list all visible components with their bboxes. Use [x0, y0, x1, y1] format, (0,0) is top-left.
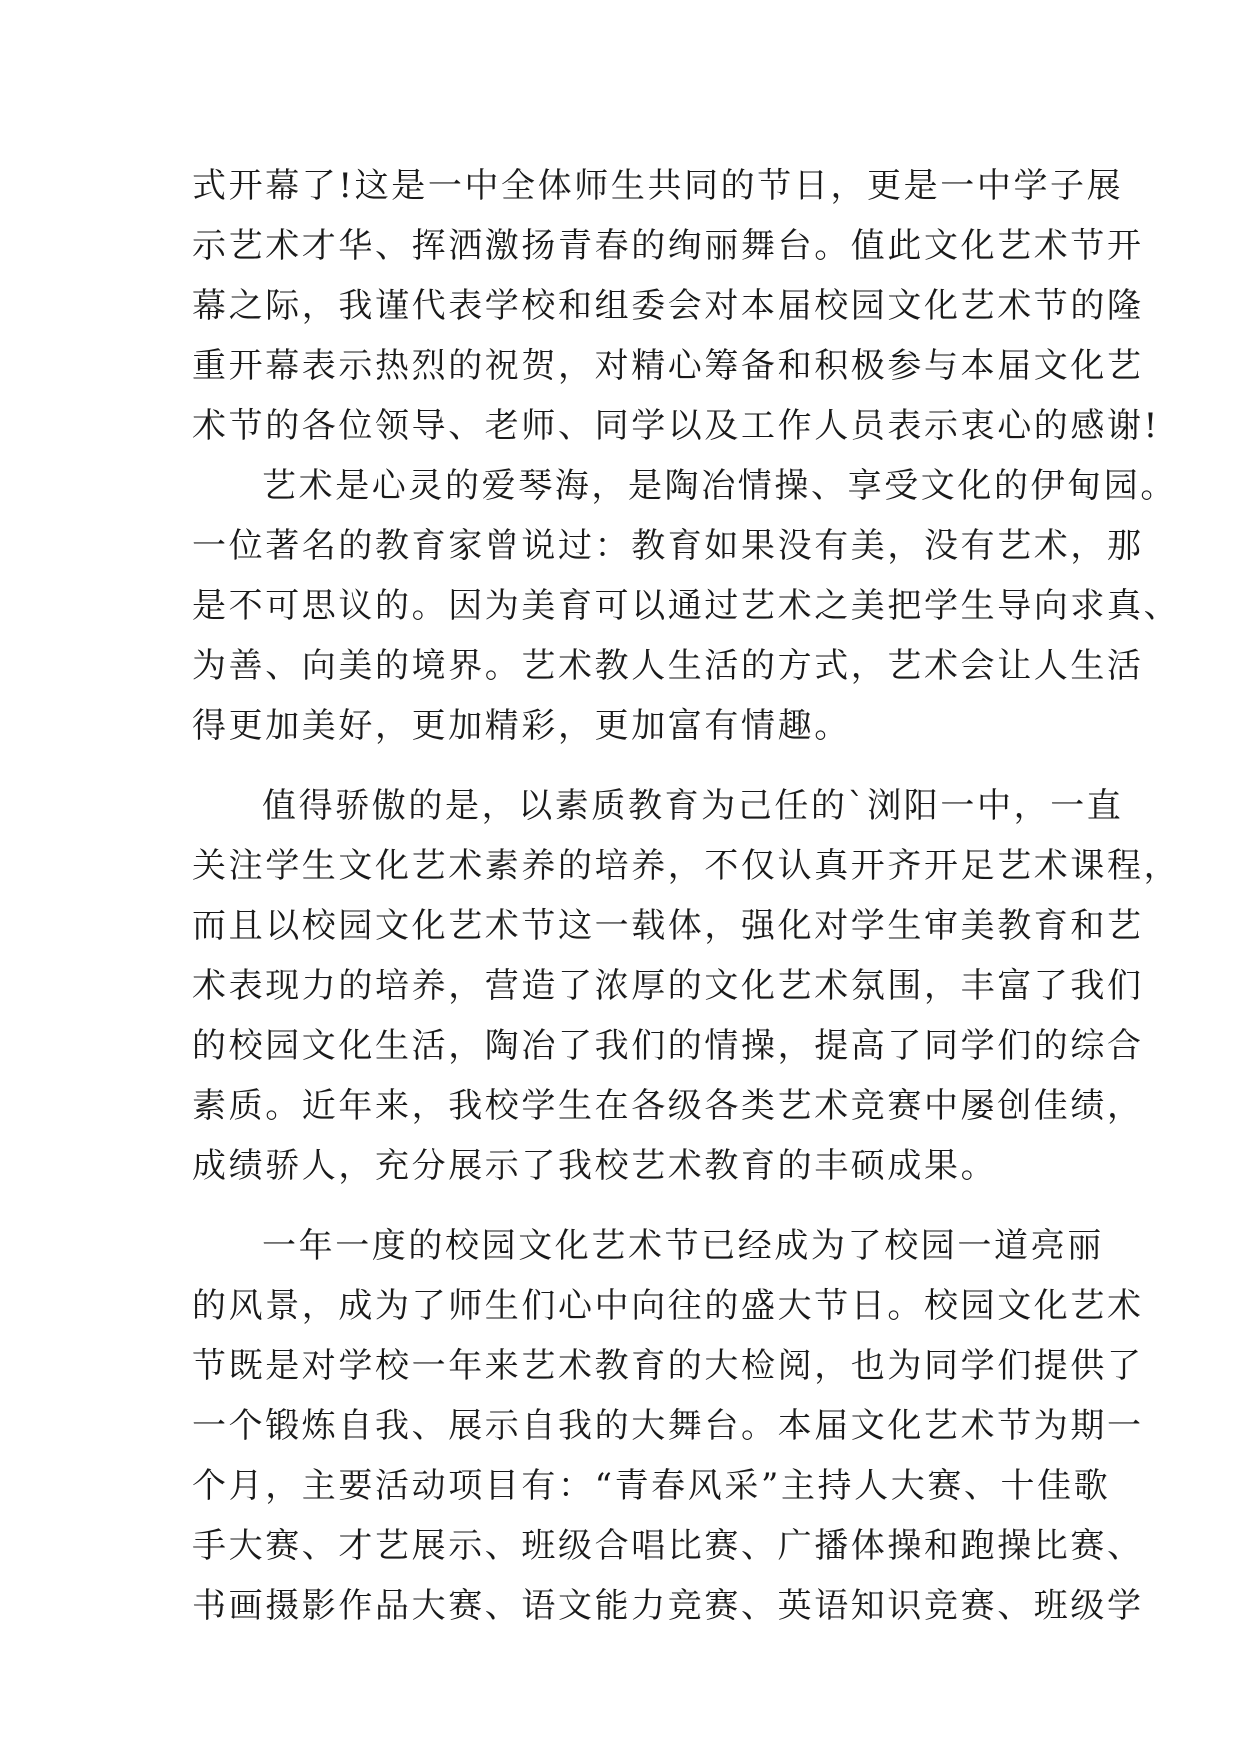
text-line: 而且以校园文化艺术节这一载体，强化对学生审美教育和艺	[192, 906, 1144, 946]
text-line: 手大赛、才艺展示、班级合唱比赛、广播体操和跑操比赛、	[192, 1526, 1144, 1566]
paragraph-first-line: 一年一度的校园文化艺术节已经成为了校园一道亮丽	[262, 1226, 1104, 1266]
text-line: 为善、向美的境界。艺术教人生活的方式，艺术会让人生活	[192, 646, 1144, 686]
paragraph-gap	[192, 1196, 1052, 1216]
text-line: 一位著名的教育家曾说过：教育如果没有美，没有艺术，那	[192, 526, 1144, 566]
text-line: 示艺术才华、挥洒激扬青春的绚丽舞台。值此文化艺术节开	[192, 226, 1144, 266]
text-line: 术节的各位领导、老师、同学以及工作人员表示衷心的感谢!	[192, 406, 1160, 446]
text-line: 的校园文化生活，陶冶了我们的情操，提高了同学们的综合	[192, 1026, 1144, 1066]
text-line: 幕之际，我谨代表学校和组委会对本届校园文化艺术节的隆	[192, 286, 1144, 326]
text-line: 个月，主要活动项目有：“青春风采”主持人大赛、十佳歌	[192, 1466, 1111, 1506]
text-line: 术表现力的培养，营造了浓厚的文化艺术氛围，丰富了我们	[192, 966, 1144, 1006]
text-line: 关注学生文化艺术素养的培养，不仅认真开齐开足艺术课程，	[192, 846, 1181, 886]
paragraph-first-line: 值得骄傲的是，以素质教育为己任的`浏阳一中，一直	[262, 786, 1124, 826]
text-line: 是不可思议的。因为美育可以通过艺术之美把学生导向求真、	[192, 586, 1181, 626]
text-line: 素质。近年来，我校学生在各级各类艺术竞赛中屡创佳绩，	[192, 1086, 1144, 1126]
text-line: 书画摄影作品大赛、语文能力竞赛、英语知识竞赛、班级学	[192, 1586, 1144, 1626]
text-line: 成绩骄人，充分展示了我校艺术教育的丰硕成果。	[192, 1146, 998, 1186]
body-text	[192, 156, 1181, 1636]
text-line: 的风景，成为了师生们心中向往的盛大节日。校园文化艺术	[192, 1286, 1144, 1326]
text-line: 式开幕了!这是一中全体师生共同的节日，更是一中学子展	[192, 166, 1124, 206]
paragraph-gap	[192, 756, 1052, 776]
text-line: 重开幕表示热烈的祝贺，对精心筹备和积极参与本届文化艺	[192, 346, 1144, 386]
text-line: 得更加美好，更加精彩，更加富有情趣。	[192, 706, 851, 746]
text-line: 节既是对学校一年来艺术教育的大检阅，也为同学们提供了	[192, 1346, 1144, 1386]
paragraph-first-line: 艺术是心灵的爱琴海，是陶冶情操、享受文化的伊甸园。	[262, 466, 1177, 506]
text-line: 一个锻炼自我、展示自我的大舞台。本届文化艺术节为期一	[192, 1406, 1144, 1446]
